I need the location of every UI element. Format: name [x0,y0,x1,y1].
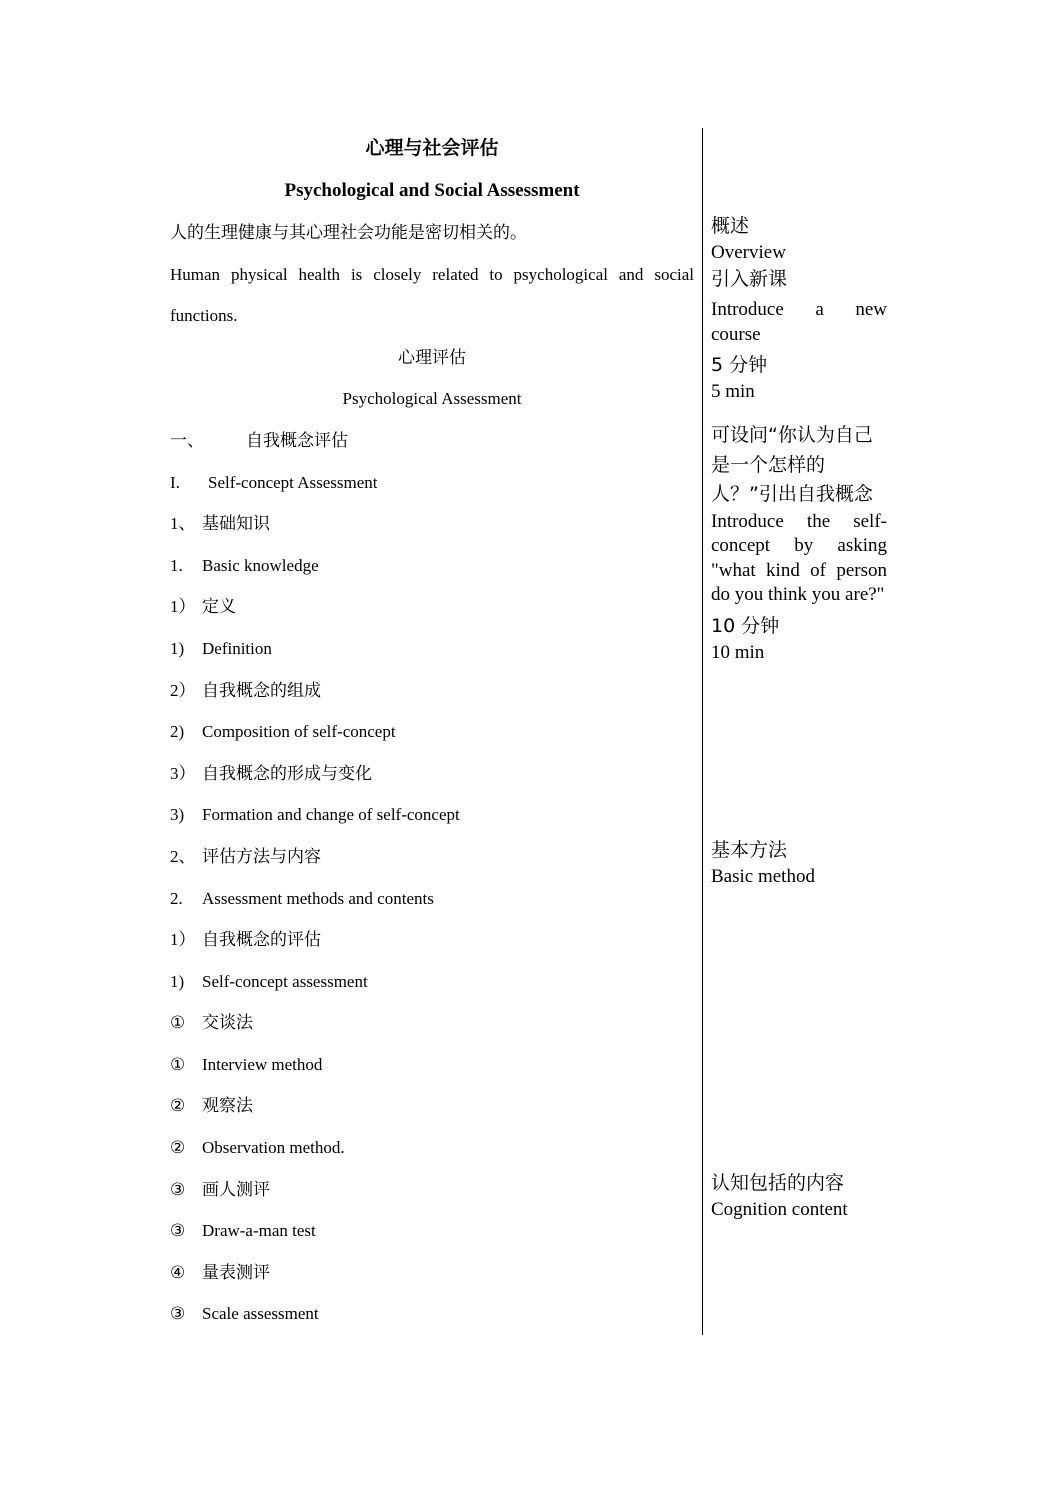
outline-item-number: 1. [170,555,183,575]
outline-item [170,711,694,753]
outline-item-number: 2) [170,722,185,742]
heading-1-chinese-number: 一、 [170,430,204,450]
outline-item-text: Formation and change of self-concept [202,805,460,825]
side-note-cognition-cn: 认知包括的内容 [711,1172,845,1194]
column-divider [702,128,703,1335]
outline-item [170,1252,694,1294]
side-note-basic-method-en: Basic method [711,866,815,887]
outline-item [170,586,694,628]
side-note-cognition [711,1169,887,1222]
outline-item [170,961,694,1003]
outline-item [170,1293,694,1335]
outline-item [170,545,694,587]
heading-1-chinese [170,420,694,462]
side-note-intro-en: Introduce a new course [711,299,887,345]
outline-item-number: 1) [170,971,185,991]
outline-item-number: 1） [170,930,196,950]
outline-item-text: 自我概念的评估 [202,930,321,950]
outline-item-text: Self-concept assessment [202,971,368,991]
outline-item-number: 2、 [170,846,196,866]
main-column [170,128,694,1335]
side-note-self-concept [711,421,887,665]
side-note-basic-method-cn: 基本方法 [711,839,788,861]
side-note-overview-en: Overview [711,242,786,263]
outline-item-text: 定义 [202,597,236,617]
outline-item [170,670,694,712]
outline-item-number: ③ [170,1221,186,1241]
outline-item [170,878,694,920]
side-note-time-cn: 10 分钟 [711,614,780,637]
side-note-time-en: 10 min [711,641,765,663]
outline-item [170,919,694,961]
side-note-overview-cn: 概述 [711,215,750,237]
outline-item-text: 自我概念的形成与变化 [202,763,372,783]
title-chinese: 心理与社会评估 [365,138,499,159]
side-note-cognition-en: Cognition content [711,1199,848,1220]
outline-item-number: ③ [170,1304,186,1324]
side-note-intro-cn: 引入新课 [711,268,788,290]
outline-item-text: Definition [202,638,272,658]
outline-list [170,503,694,1335]
side-note-question-cn: 可设问“你认为自己是一个怎样的人？”引出自我概念 [711,424,873,505]
outline-item-text: 交谈法 [202,1013,253,1033]
outline-item [170,1210,694,1252]
outline-item [170,1085,694,1127]
outline-item-number: 1) [170,638,185,658]
outline-item [170,1169,694,1211]
outline-item-text: Scale assessment [202,1304,319,1324]
heading-1-chinese-text: 自我概念评估 [246,430,348,450]
outline-item-number: 2） [170,680,196,700]
heading-1-english [170,462,694,504]
outline-item [170,1127,694,1169]
side-note-overview [711,212,887,404]
outline-item-number: ② [170,1138,186,1158]
outline-item-number: ③ [170,1179,186,1199]
outline-item-text: 基础知识 [202,514,270,534]
outline-item [170,503,694,545]
outline-item [170,1002,694,1044]
outline-item [170,628,694,670]
outline-item-number: ④ [170,1262,186,1282]
outline-item-number: 1、 [170,514,196,534]
side-note-basic-method [711,836,887,889]
outline-item-text: 评估方法与内容 [202,846,321,866]
outline-item-number: ① [170,1013,186,1033]
section-heading-english: Psychological Assessment [342,389,522,409]
outline-item [170,753,694,795]
outline-item-text: Assessment methods and contents [202,888,434,908]
outline-item-text: Interview method [202,1054,323,1074]
outline-item-text: 观察法 [202,1096,253,1116]
outline-item [170,1044,694,1086]
outline-item-text: 画人测评 [202,1179,270,1199]
outline-item-number: ② [170,1096,186,1116]
side-note-time-en: 5 min [711,381,755,402]
heading-1-english-text: Self-concept Assessment [208,472,378,492]
heading-1-english-number: I. [170,472,180,492]
outline-item-number: 1） [170,597,196,617]
intro-chinese: 人的生理健康与其心理社会功能是密切相关的。 [170,223,527,242]
intro-english: Human physical health is closely related to psychological and social functions. [170,264,694,326]
title-english: Psychological and Social Assessment [284,180,580,201]
outline-item [170,836,694,878]
outline-item-number: 2. [170,888,183,908]
outline-item-number: 3) [170,805,185,825]
outline-item-text: 自我概念的组成 [202,680,321,700]
outline-item-text: Observation method. [202,1138,345,1158]
outline-item [170,794,694,836]
outline-item-text: Draw-a-man test [202,1221,316,1241]
outline-item-number: 3） [170,763,196,783]
side-note-question-en: Introduce the self-concept by asking "what kind of person do you think you are?" [711,510,887,606]
outline-item-text: Basic knowledge [202,555,319,575]
outline-item-number: ① [170,1054,186,1074]
section-heading-chinese: 心理评估 [398,347,466,367]
outline-item-text: 量表测评 [202,1262,270,1282]
side-note-time-cn: 5 分钟 [711,354,768,376]
outline-item-text: Composition of self-concept [202,722,396,742]
